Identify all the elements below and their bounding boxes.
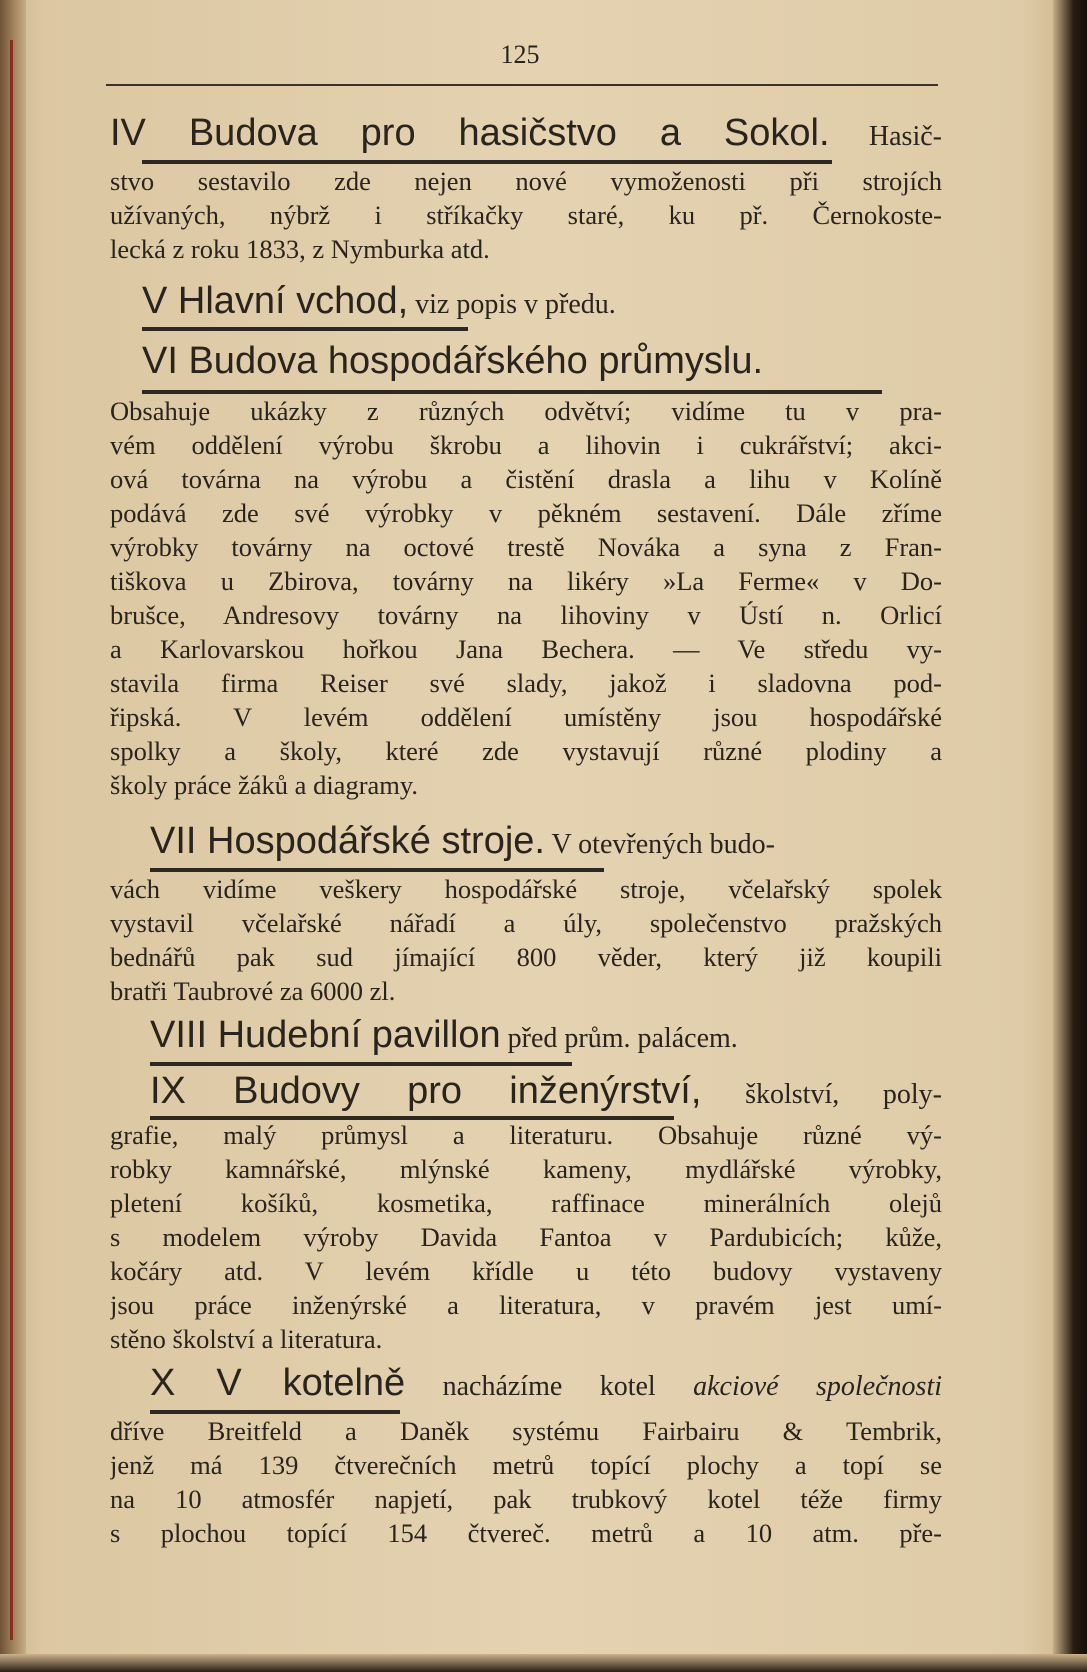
text-line: spolky a školy, které zde vystavují různé plodiny a [110,736,942,766]
section-v-heading-line [142,278,942,324]
text-line: výrobky továrny na octové trestě Nováka a syna z Fran- [110,532,942,562]
section-viii-underline [150,1062,572,1066]
text-line: vystavil včelařské nářadí a úly, společenstvo pražských [110,908,942,938]
section-vii-title: VII Hospodářské stroje. [150,820,545,862]
section-iv-title: IV Budova pro hasičstvo a Sokol. [110,112,830,154]
text-line: jsou práce inženýrské a literatura, v pravém jest umí- [110,1290,942,1320]
text-line: jenž má 139 čtverečních metrů topící plochy a topí se [110,1450,942,1480]
text-line: stěno školství a literatura. [110,1324,383,1354]
text-line: brušce, Andresovy továrny na lihoviny v Ústí n. Orlicí [110,600,942,630]
text-line: užívaných, nýbrž i stříkačky staré, ku př. Černokoste- [110,200,942,230]
text-line: grafie, malý průmysl a literaturu. Obsahuje různé vý- [110,1120,942,1150]
section-v-underline [142,327,468,331]
text-line: školy práce žáků a diagramy. [110,770,419,800]
section-vi-title: VI Budova hospodářského průmyslu. [142,340,764,382]
section-iv-text-start: Hasič- [829,121,942,152]
page-binding-edge [0,0,26,1672]
page-bottom-edge [0,1654,1087,1672]
section-vi-heading-line [142,338,942,384]
section-x-title: X V kotelně [150,1362,406,1404]
section-ix-heading-line [150,1068,942,1114]
text-line: Obsahuje ukázky z různých odvětví; vidíme tu v pra- [110,396,942,426]
text-line: vém oddělení výrobu škrobu a lihovin i cukrářství; akci- [110,430,942,460]
text-line: stvo sestavilo zde nejen nové vymoženosti při strojích [110,166,942,196]
text-line: pletení košíků, kosmetika, raffinace minerálních olejů [110,1188,942,1218]
text-line: bednářů pak sud jímající 800 věder, který již koupili [110,942,942,972]
section-x-company-italic: akciové společnosti [693,1371,942,1402]
section-vii-heading-line [150,818,942,864]
text-line: ová továrna na výrobu a čistění drasla a lihu v Kolíně [110,464,942,494]
section-viii-title: VIII Hudební pavillon [150,1014,501,1056]
text-line: vách vidíme veškery hospodářské stroje, včelařský spolek [110,874,942,904]
text-line: s modelem výroby Davida Fantoa v Pardubicích; kůže, [110,1222,942,1252]
header-rule [106,84,938,86]
section-viii-heading-line [150,1012,942,1058]
text-line: s plochou topící 154 čtvereč. metrů a 10 atm. pře- [110,1518,942,1548]
text-line: bratři Taubrové za 6000 zl. [110,976,396,1006]
section-ix-title: IX Budovy pro inženýrství, [150,1070,702,1112]
section-v-title: V Hlavní vchod, [142,280,409,322]
text-line: dříve Breitfeld a Daněk systému Fairbairu & Tembrik, [110,1416,942,1446]
section-x-heading-line [150,1360,942,1406]
section-viii-text: před prům. palácem. [500,1023,738,1054]
page-right-edge [1053,0,1087,1672]
text-line: kočáry atd. V levém křídle u této budovy vystaveny [110,1256,942,1286]
section-v-text: viz popis v předu. [408,289,616,320]
text-line: tiškova u Zbirova, továrny na likéry »La Ferme« v Do- [110,566,942,596]
text-line: podává zde své výrobky v pěkném sestavení. Dále zříme [110,498,942,528]
section-x-text-start: nacházíme kotel [405,1371,694,1402]
section-iv-heading-line [110,110,942,156]
text-line: a Karlovarskou hořkou Jana Bechera. — Ve středu vy- [110,634,942,664]
text-line: lecká z roku 1833, z Nymburka atd. [110,234,490,264]
text-line: řipská. V levém oddělení umístěny jsou hospodářské [110,702,942,732]
binding-red-line [10,40,13,1640]
text-line: robky kamnářské, mlýnské kameny, mydlářské výrobky, [110,1154,942,1184]
text-line: stavila firma Reiser své slady, jakož i sladovna pod- [110,668,942,698]
section-ix-text-start: školství, poly- [701,1079,942,1110]
text-line: na 10 atmosfér napjetí, pak trubkový kotel téže firmy [110,1484,942,1514]
page-number: 125 [500,40,540,69]
section-vii-text-start: V otevřených budo- [544,829,775,860]
